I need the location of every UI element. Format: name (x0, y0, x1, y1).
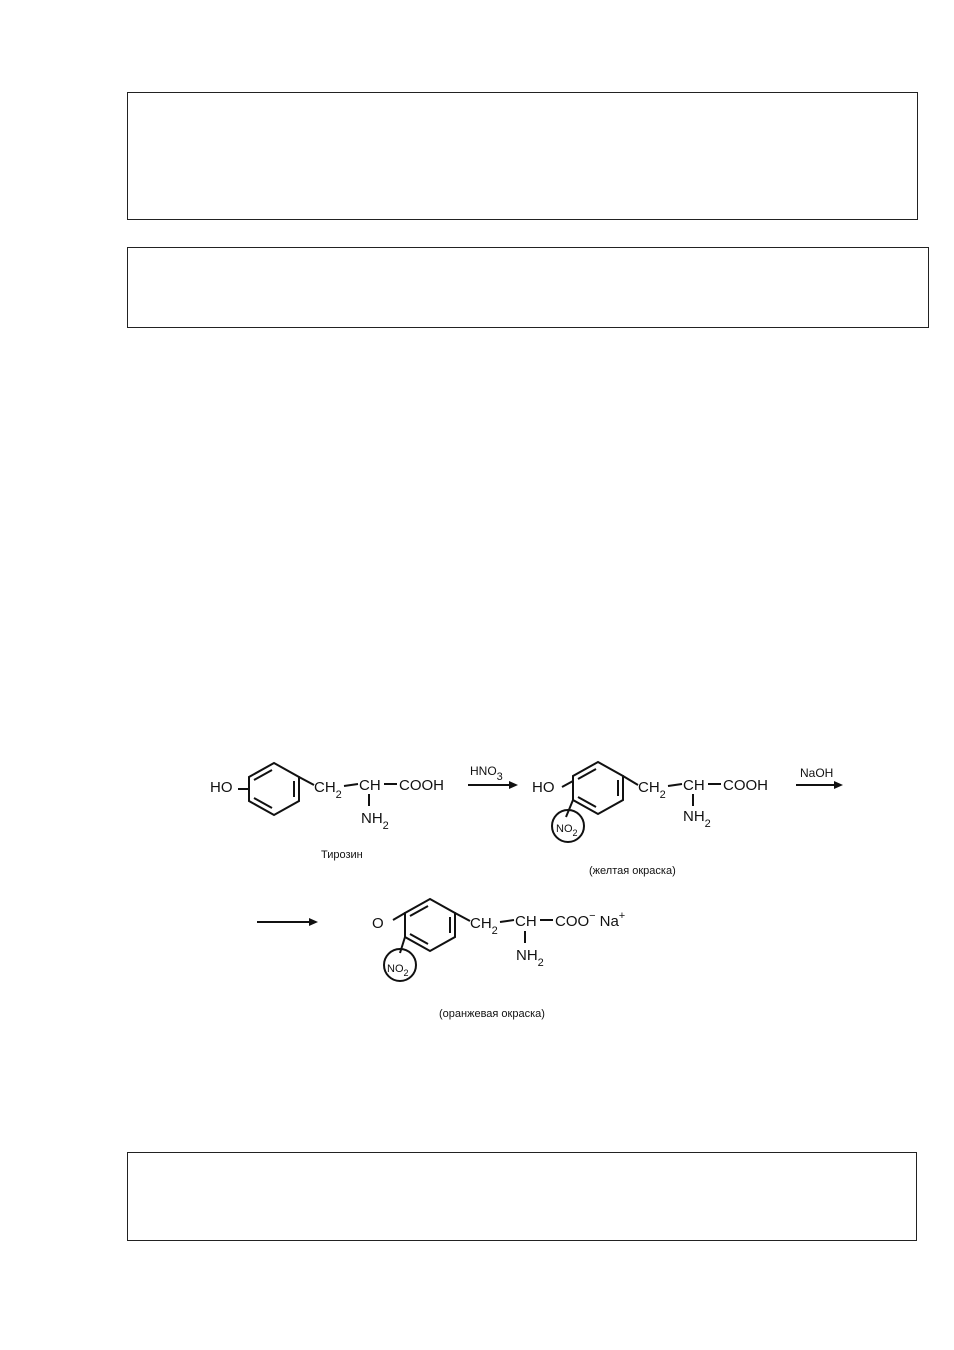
salt-amino-label: NH (516, 947, 538, 964)
nitrotyrosine-amino-label: NH (683, 808, 705, 825)
tyrosine-ch2-subscript: 2 (335, 789, 342, 801)
tyrosine-caption: Тирозин (321, 849, 363, 861)
nitrotyrosine-ch2-label: CH (638, 779, 660, 796)
tyrosine-carboxyl-label: COOH (399, 777, 444, 794)
benzene-ring (249, 763, 299, 815)
nitrotyrosine-salt-structure (384, 899, 553, 981)
sodium-hydroxide-label: NaOH (800, 766, 834, 780)
arrow-continuation (257, 918, 318, 926)
svg-text:NH2 (516, 947, 544, 969)
tyrosine-amino-subscript: 2 (382, 820, 389, 832)
salt-oxygen-label: O (372, 915, 384, 932)
nitrotyrosine-ch2-subscript: 2 (659, 789, 666, 801)
svg-text:NO2 (556, 823, 578, 838)
svg-text:HNO3 (470, 764, 503, 783)
salt-plus-charge: + (618, 910, 626, 922)
nitrotyrosine-ch-label: CH (683, 777, 705, 794)
arrow-alkalization (796, 781, 843, 789)
nitrotyrosine-nitro-label: NO (556, 823, 573, 835)
nitric-acid-subscript: 3 (496, 771, 503, 783)
salt-ch2-subscript: 2 (491, 925, 498, 937)
nitrotyrosine-hydroxyl-label: HO (532, 779, 555, 796)
svg-text:COO−Na+ (555, 910, 625, 930)
salt-sodium-label: Na (599, 913, 619, 930)
nitric-acid-label: HNO (470, 764, 497, 778)
salt-ch-label: CH (515, 913, 537, 930)
tyrosine-ch-label: CH (359, 777, 381, 794)
svg-text:CH2 (470, 915, 498, 937)
salt-nitro-subscript: 2 (403, 968, 409, 978)
salt-minus-charge: − (589, 910, 596, 922)
salt-carboxylate-label: COO (555, 913, 590, 930)
tyrosine-amino-label: NH (361, 810, 383, 827)
salt-amino-subscript: 2 (537, 957, 544, 969)
svg-text:CH2 (314, 779, 342, 801)
nitrotyrosine-amino-subscript: 2 (704, 818, 711, 830)
nitrotyrosine-caption: (желтая окраска) (589, 865, 676, 877)
benzene-ring (573, 762, 623, 814)
svg-text:NH2 (683, 808, 711, 830)
nitrotyrosine-nitro-subscript: 2 (572, 828, 578, 838)
salt-nitro-label: NO (387, 963, 404, 975)
salt-ch2-label: CH (470, 915, 492, 932)
tyrosine-hydroxyl-label: HO (210, 779, 233, 796)
svg-text:CH2 (638, 779, 666, 801)
nitrotyrosine-carboxyl-label: COOH (723, 777, 768, 794)
svg-text:NH2 (361, 810, 389, 832)
benzene-ring (405, 899, 455, 951)
salt-caption: (оранжевая окраска) (439, 1008, 545, 1020)
tyrosine-ch2-label: CH (314, 779, 336, 796)
svg-text:NO2 (387, 963, 409, 978)
arrow-nitration (468, 781, 518, 789)
